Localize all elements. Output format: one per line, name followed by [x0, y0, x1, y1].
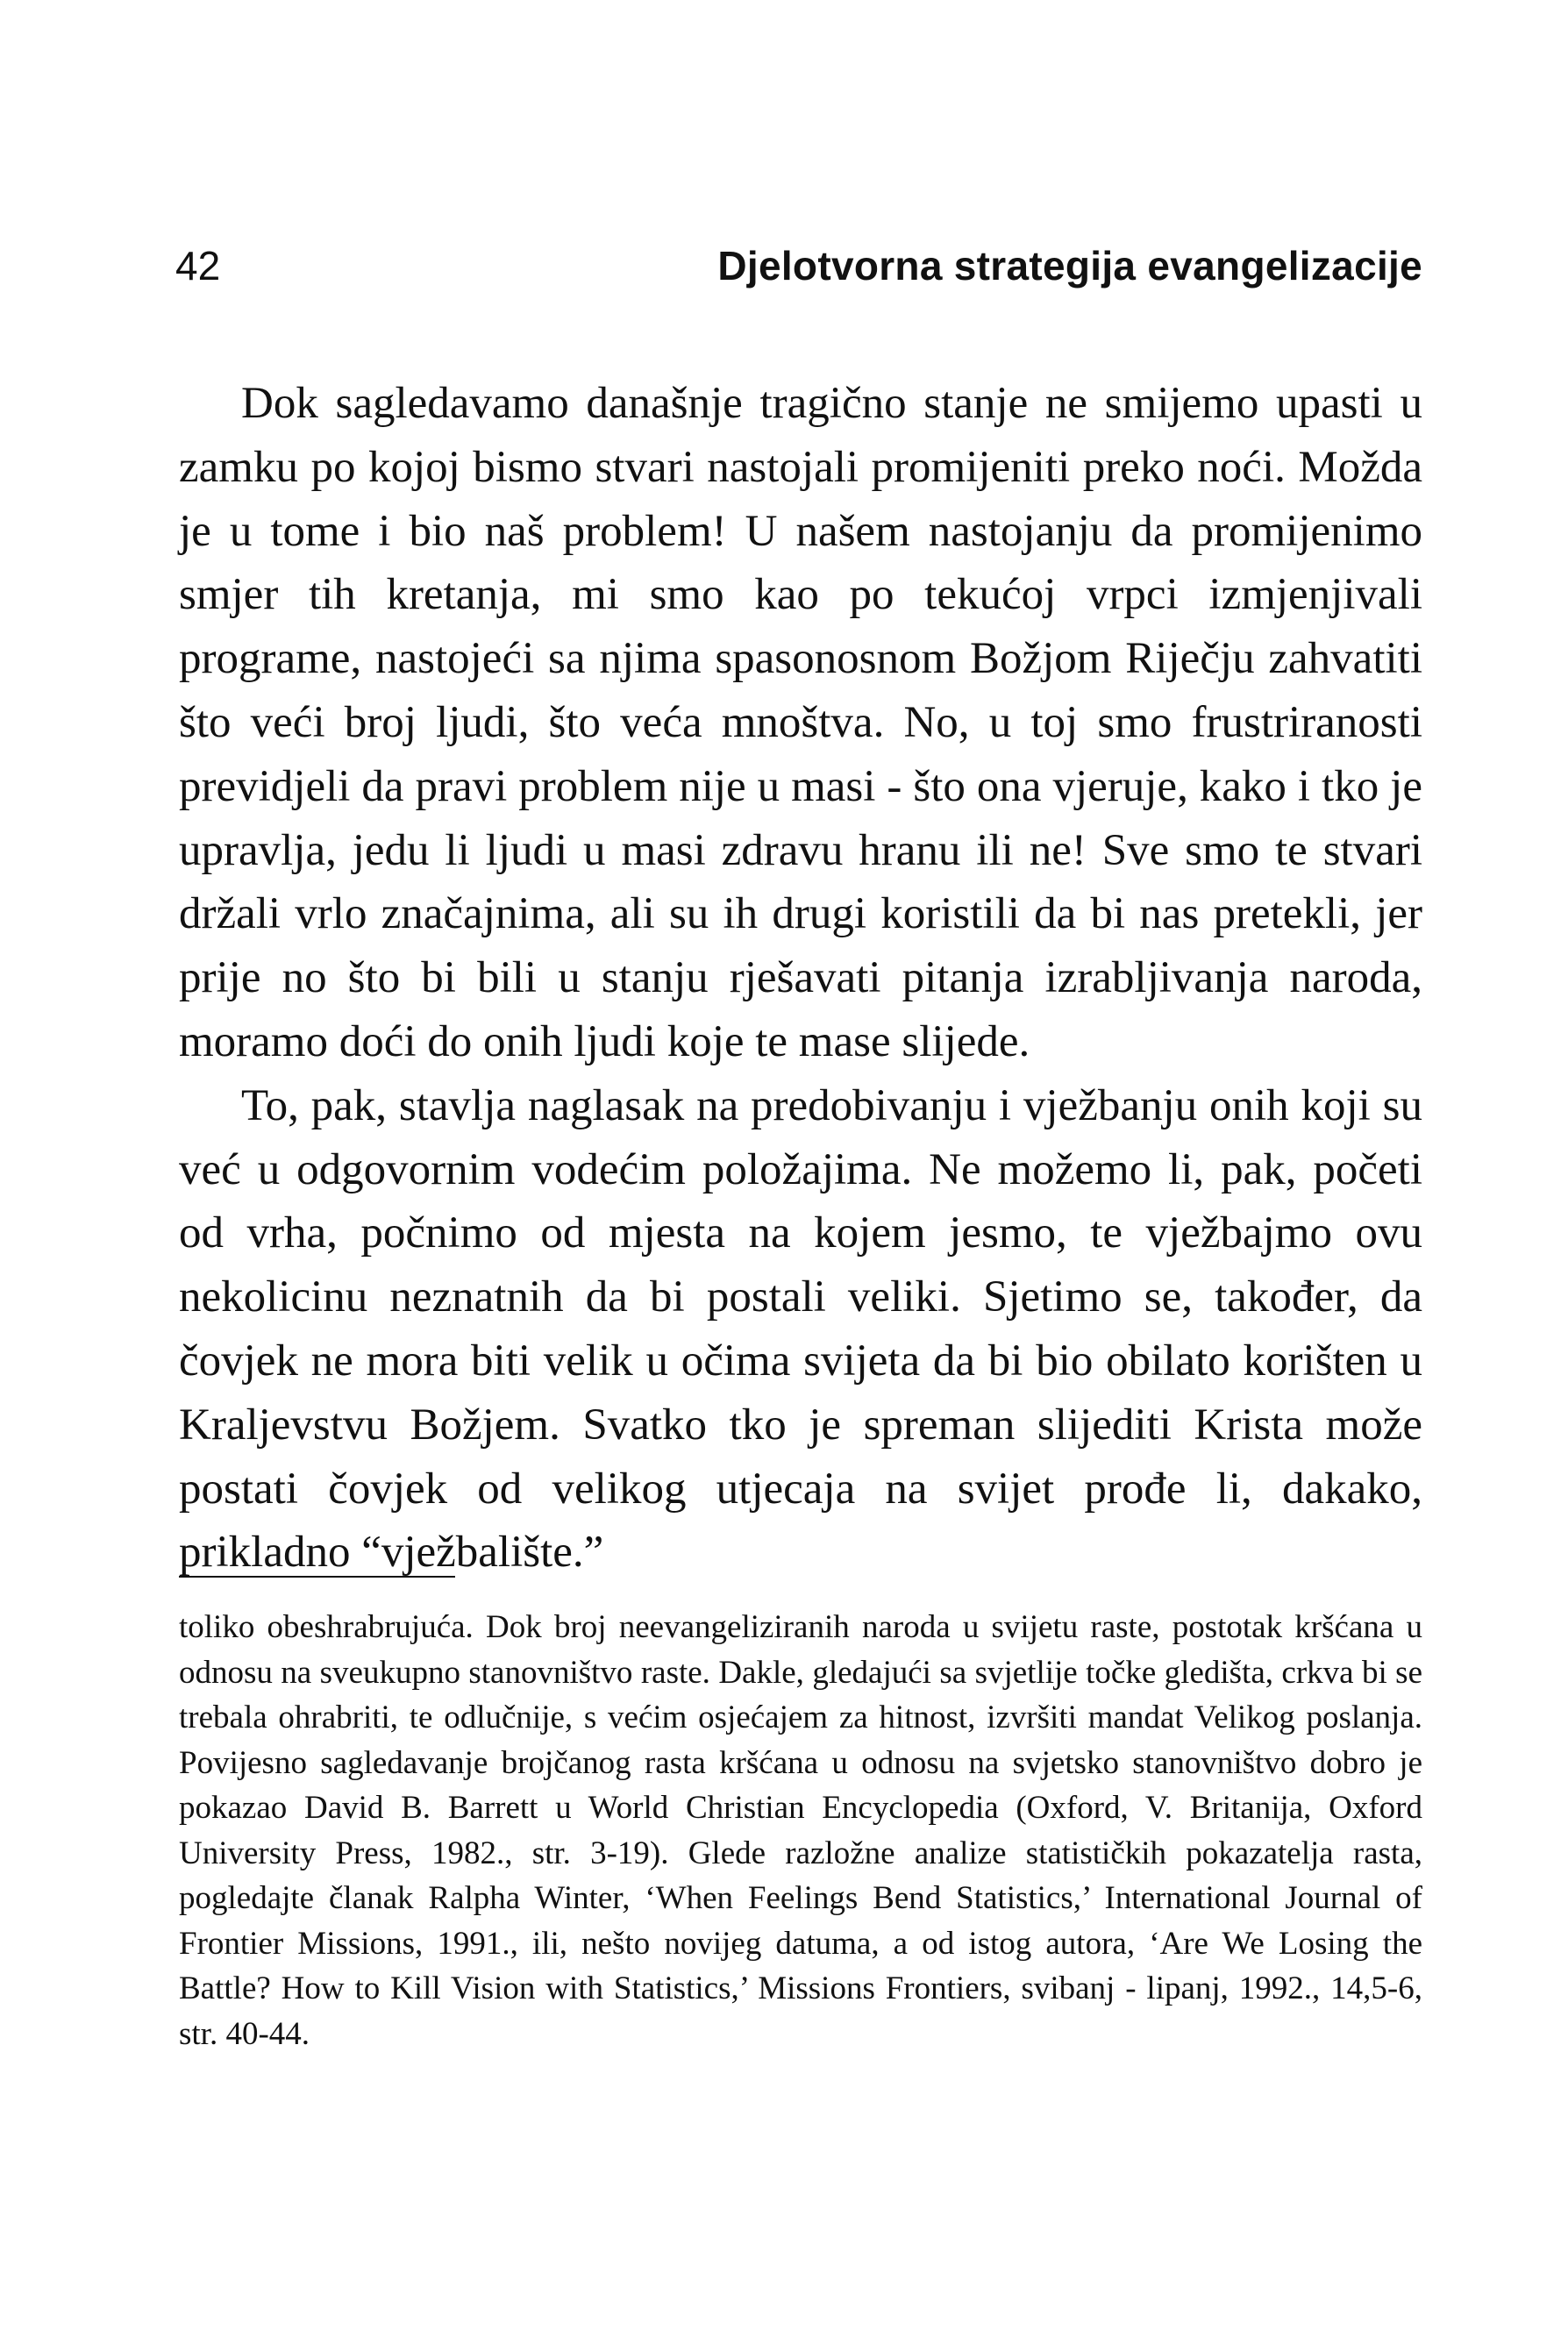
footnote: [179, 1605, 1422, 2056]
running-header: [175, 235, 1422, 296]
running-title: Djelotvorna strategija evangelizacije: [717, 243, 1422, 289]
page-number: 42: [175, 243, 221, 289]
body-text: [179, 372, 1422, 1585]
body-paragraph: To, pak, stavlja naglasak na predobivanju i vježbanju onih koji su već u odgovornim vodećim položajima. Ne možemo li, pak, početi od vrha, počnimo od mjesta na kojem jesmo, te vježbajmo ovu nekolicinu neznatnih da bi postali veliki. Sjetimo se, također, da čovjek ne mora biti velik u očima svijeta da bi bio obilato korišten u Kraljevstvu Božjem. Svatko tko je spreman slijediti Krista može postati čovjek od velikog utjecaja na svijet prođe li, dakako, prikladno “vježbalište.”: [179, 1080, 1422, 1578]
footnote-separator: [179, 1576, 455, 1578]
body-paragraph: Dok sagledavamo današnje tragično stanje ne smijemo upasti u zamku po kojoj bismo stvari nastojali promijeniti preko noći. Možda je u tome i bio naš problem! U našem nastojanju da promijenimo smjer tih kretanja, mi smo kao po tekućoj vrpci izmjenjivali programe, nastojeći sa njima spasonosnom Božjom Riječju zahvatiti što veći broj ljudi, što veća mnoštva. No, u toj smo frustriranosti previdjeli da pravi problem nije u masi - što ona vjeruje, kako i tko je upravlja, jedu li ljudi u masi zdravu hranu ili ne! Sve smo te stvari držali vrlo značajnima, ali su ih drugi koristili da bi nas pretekli, jer prije no što bi bili u stanju rješavati pitanja izrabljivanja naroda, moramo doći do onih ljudi koje te mase slijede.: [179, 379, 1422, 1066]
footnote-paragraph: toliko obeshrabrujuća. Dok broj neevangeliziranih naroda u svijetu raste, postotak kršćana u odnosu na sveukupno stanovništvo raste. Dakle, gledajući sa svjetlije točke gledišta, crkva bi se trebala ohrabriti, te odlučnije, s većim osjećajem za hitnost, izvršiti mandat Velikog poslanja. Povijesno sagledavanje brojčanog rasta kršćana u odnosu na svjetsko stanovništvo dobro je pokazao David B. Barrett u World Christian Encyclopedia (Oxford, V. Britanija, Oxford University Press, 1982., str. 3-19). Glede razložne analize statističkih pokazatelja rasta, pogledajte članak Ralpha Winter, ‘When Feelings Bend Statistics,’ International Journal of Frontier Missions, 1991., ili, nešto novijeg datuma, a od istog autora, ‘Are We Losing the Battle? How to Kill Vision with Statistics,’ Missions Frontiers, svibanj - lipanj, 1992., 14,5-6, str. 40-44.: [179, 1609, 1422, 2052]
